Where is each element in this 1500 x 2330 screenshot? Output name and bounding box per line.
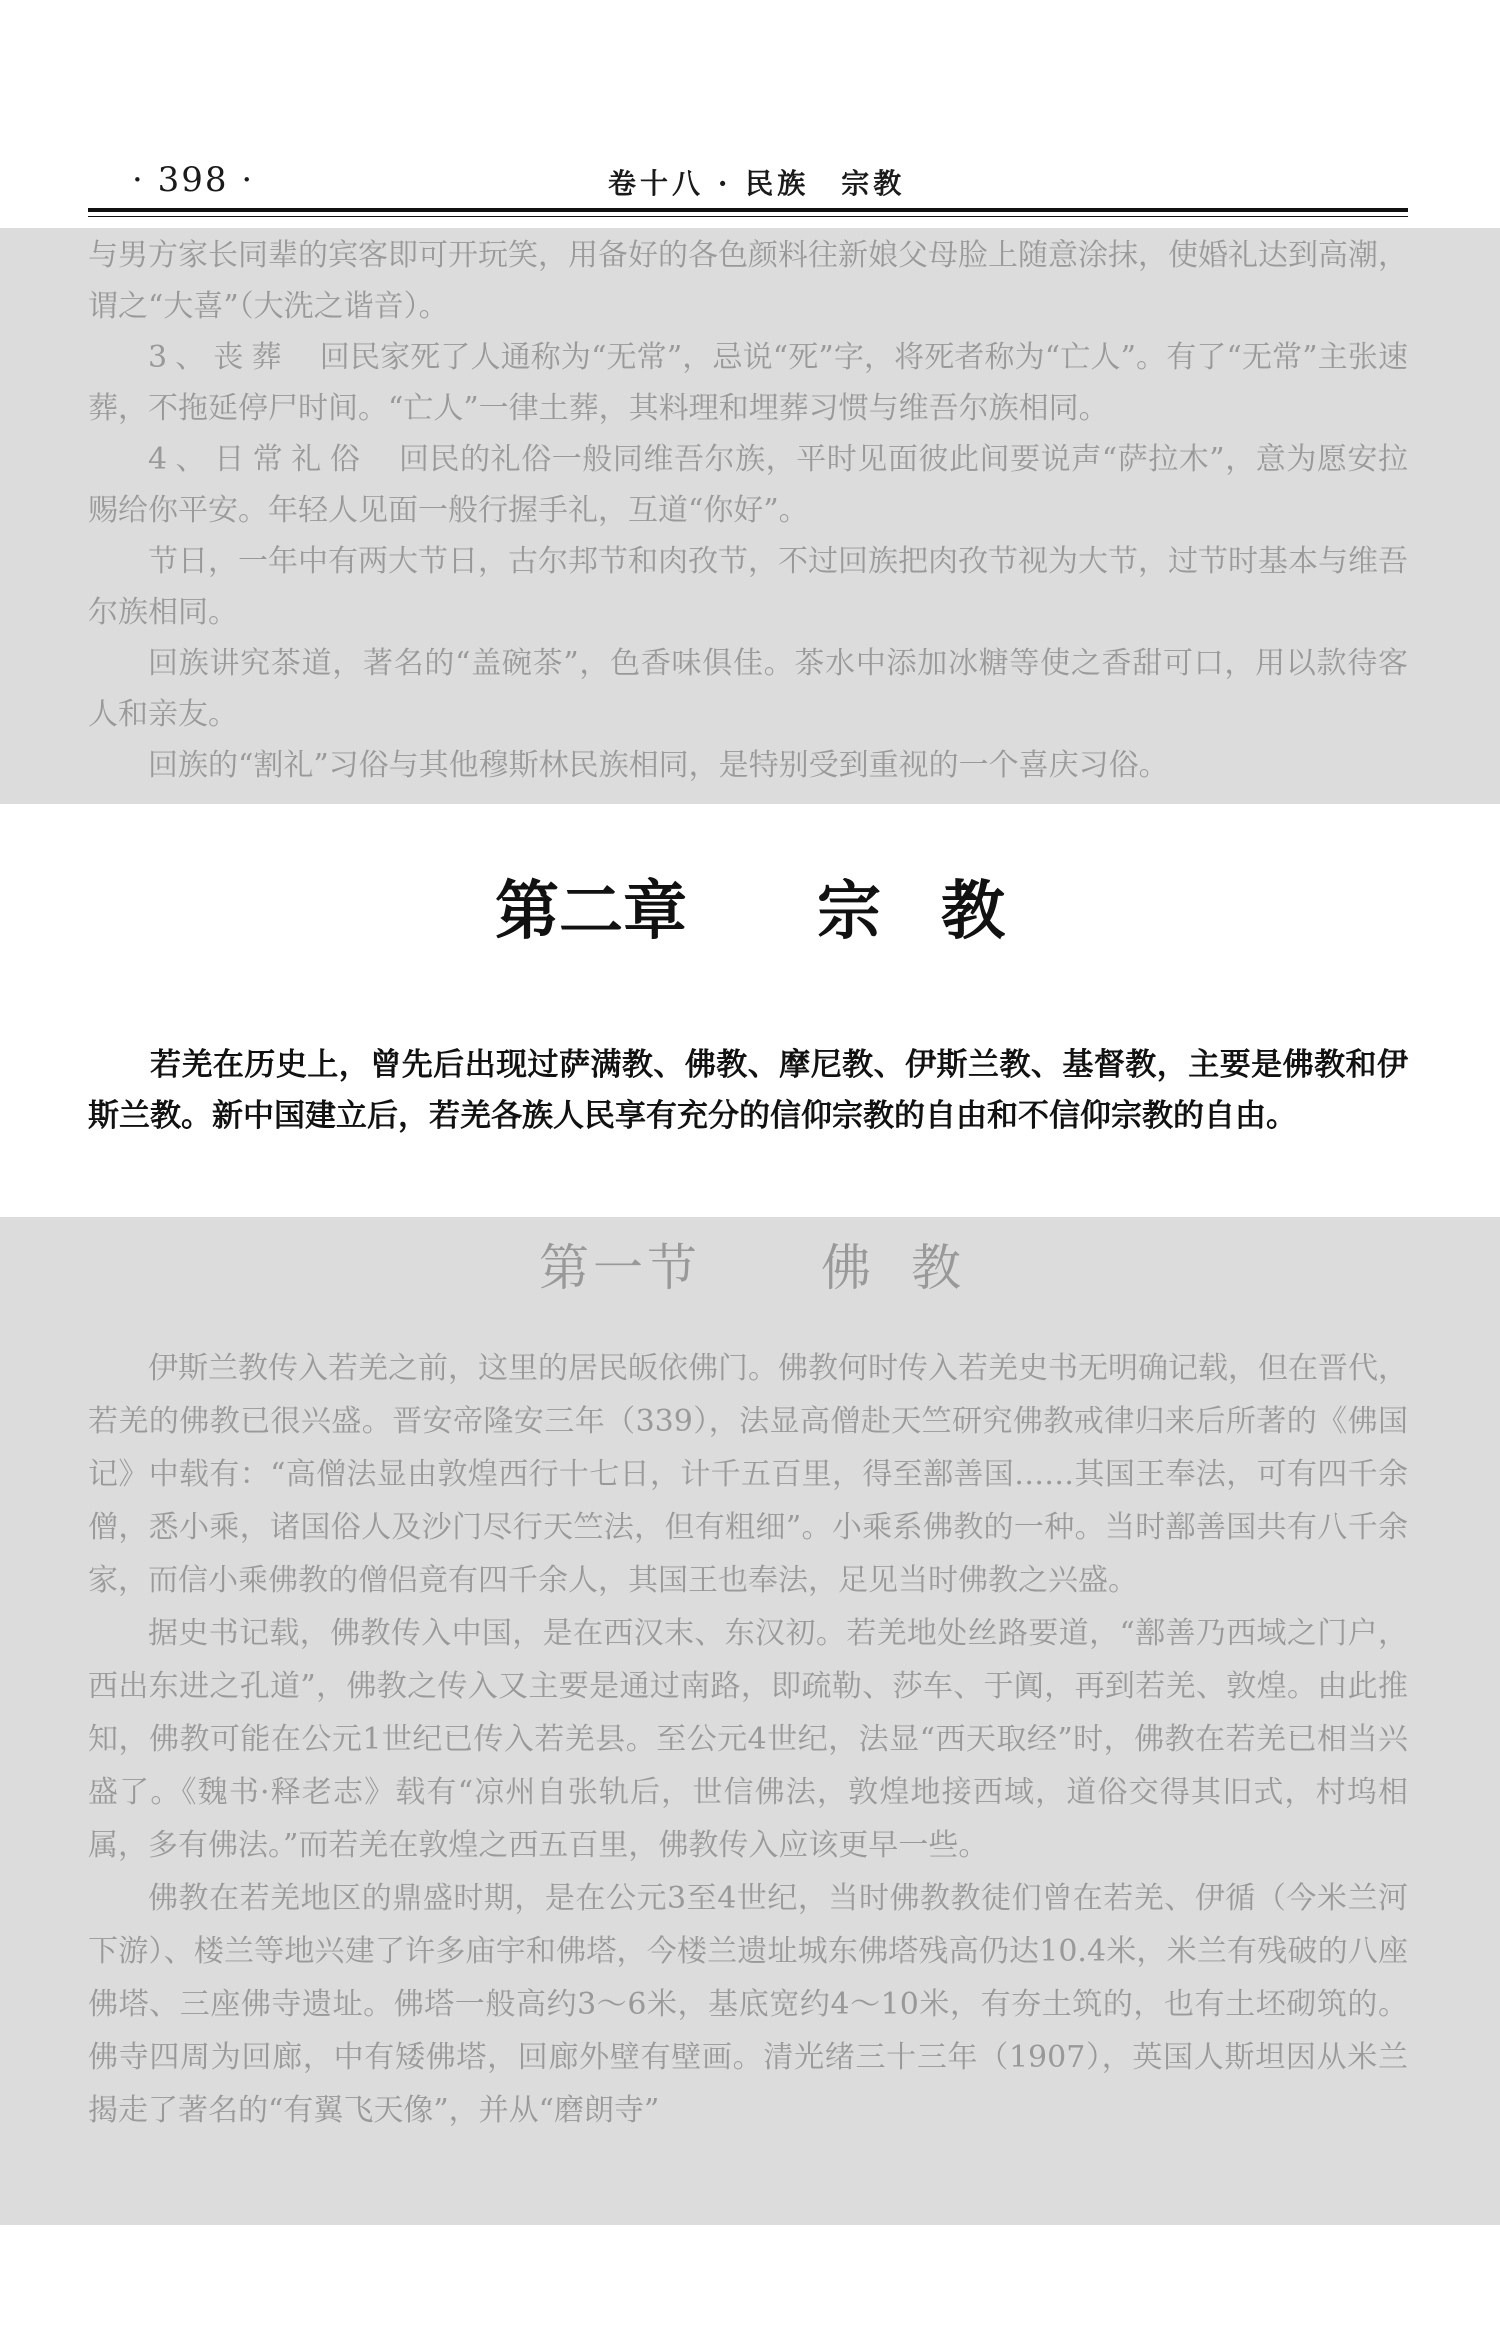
paragraph: 佛教在若羌地区的鼎盛时期，是在公元3至4世纪，当时佛教教徒们曾在若羌、伊循（今米兰河下游）、楼兰等地兴建了许多庙宇和佛塔，今楼兰遗址城东佛塔残高仍达10.4米，米兰有残破的八座佛塔、三座佛寺遗址。佛塔一般高约3～6米，基底宽约4～10米，有夯土筑的，也有土坯砌筑的。佛寺四周为回廊，中有矮佛塔，回廊外壁有壁画。清光绪三十三年（1907），英国人斯坦因从米兰揭走了著名的“有翼飞天像”，并从“磨朗寺” (88, 1881, 1408, 2128)
chapter-title (0, 860, 1500, 952)
chapter-name: 宗教 (817, 875, 1065, 949)
section-name: 佛教 (821, 1239, 1001, 1297)
header-rule (88, 208, 1408, 212)
subheading: 4、日常礼俗 (148, 442, 369, 477)
paragraph: 据史书记载，佛教传入中国，是在西汉末、东汉初。若羌地处丝路要道，“鄯善乃西域之门户，西出东进之孔道”，佛教之传入又主要是通过南路，即疏勒、莎车、于阗，再到若羌、敦煌。由此推知，佛教可能在公元1世纪已传入若羌县。至公元4世纪，法显“西天取经”时，佛教在若羌已相当兴盛了。《魏书·释老志》载有“凉州自张轨后，世信佛法，敦煌地接西域，道俗交得其旧式，村坞相属，多有佛法。”而若羌在敦煌之西五百里，佛教传入应该更早一些。 (88, 1616, 1408, 1863)
header-rule-thin (88, 216, 1408, 217)
paragraph: 回族的“割礼”习俗与其他穆斯林民族相同，是特别受到重视的一个喜庆习俗。 (148, 748, 1169, 783)
chapter-intro: 若羌在历史上，曾先后出现过萨满教、佛教、摩尼教、伊斯兰教、基督教，主要是佛教和伊斯兰教。新中国建立后，若羌各族人民享有充分的信仰宗教的自由和不信仰宗教的自由。 (88, 1047, 1408, 1134)
paragraph: 3、丧葬 回民家死了人通称为“无常”，忌说“死”字，将死者称为“亡人”。有了“无常”主张速葬，不拖延停尸时间。“亡人”一律土葬，其料理和埋葬习惯与维吾尔族相同。 (88, 340, 1408, 426)
paragraph: 4、日常礼俗 回民的礼俗一般同维吾尔族，平时见面彼此间要说声“萨拉木”，意为愿安拉赐给你平安。年轻人见面一般行握手礼，互道“你好”。 (88, 442, 1408, 528)
running-head: 卷十八 · 民族 宗教 (608, 167, 906, 200)
buddhism-text-block (88, 1342, 1408, 2137)
section-number: 第一节 (539, 1239, 701, 1297)
paragraph: 回族讲究茶道，著名的“盖碗茶”，色香味俱佳。茶水中添加冰糖等使之香甜可口，用以款待客人和亲友。 (88, 646, 1408, 732)
paragraph: 伊斯兰教传入若羌之前，这里的居民皈依佛门。佛教何时传入若羌史书无明确记载，但在晋代，若羌的佛教已很兴盛。晋安帝隆安三年（339），法显高僧赴天竺研究佛教戒律归来后所著的《佛国记》中载有：“高僧法显由敦煌西行十七日，计千五百里，得至鄯善国……其国王奉法，可有四千余僧，悉小乘，诸国俗人及沙门尽行天竺法，但有粗细”。小乘系佛教的一种。当时鄯善国共有八千余家，而信小乘佛教的僧侣竟有四千余人，其国王也奉法，足见当时佛教之兴盛。 (88, 1351, 1408, 1598)
page-number: · 398 · (132, 160, 255, 200)
paragraph: 与男方家长同辈的宾客即可开玩笑，用备好的各色颜料往新娘父母脸上随意涂抹，使婚礼达到高潮，谓之“大喜”（大洗之谐音）。 (88, 238, 1408, 324)
customs-text-block (88, 230, 1408, 791)
chapter-number: 第二章 (495, 875, 687, 949)
subheading: 3、丧葬 (148, 340, 290, 375)
page-header (88, 150, 1408, 210)
paragraph: 节日，一年中有两大节日，古尔邦节和肉孜节，不过回族把肉孜节视为大节，过节时基本与维吾尔族相同。 (88, 544, 1408, 630)
section-title (0, 1228, 1500, 1300)
